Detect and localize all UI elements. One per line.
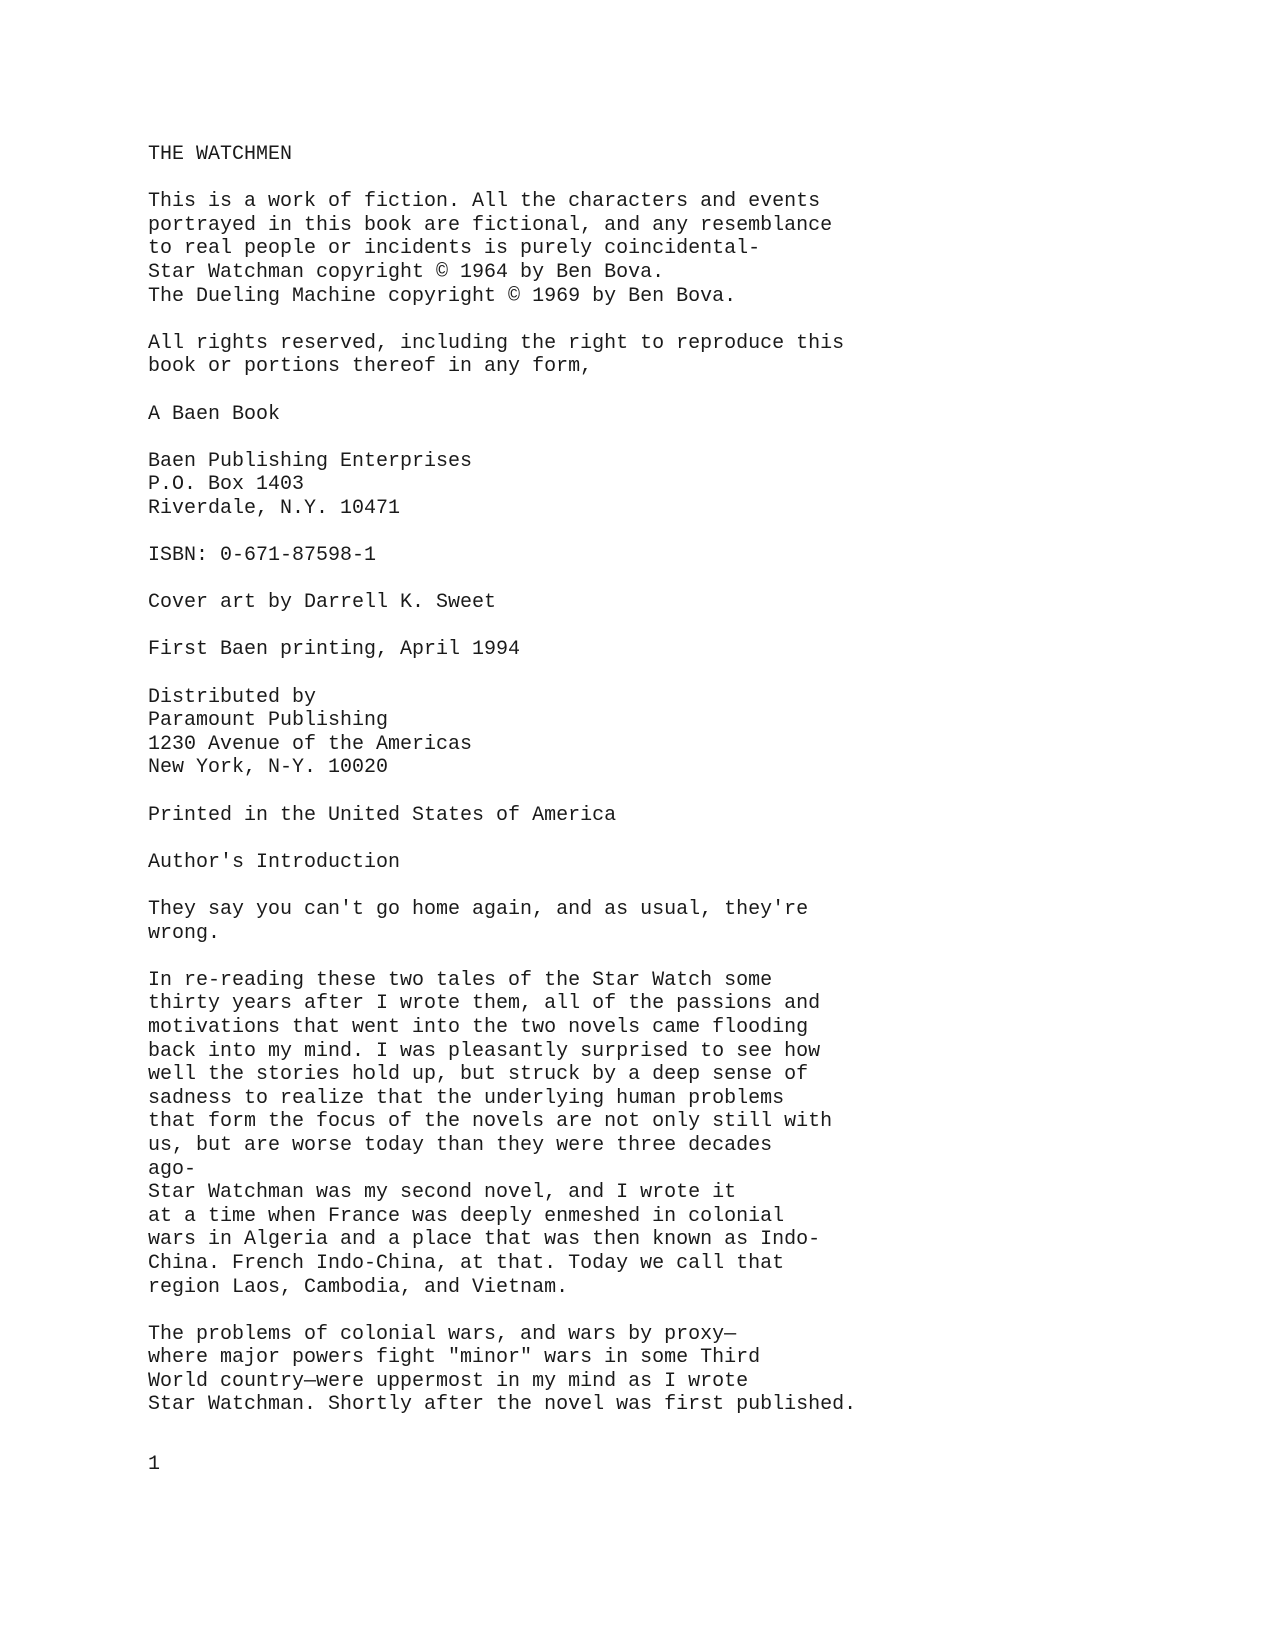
address-line: Riverdale, N.Y. 10471 [148,496,401,520]
printed-in-line: Printed in the United States of America [148,803,617,827]
book-title-block [148,143,1228,167]
paragraph-line: motivations that went into the two novels came flooding [148,1015,809,1039]
address-line: P.O. Box 1403 [148,473,305,497]
rights-line: All rights reserved, including the right to reproduce this [148,331,845,355]
page-number: 1 [148,1453,161,1476]
intro-paragraph [148,1323,1228,1417]
distribution-line: Paramount Publishing [148,709,389,733]
paragraph-line: region Laos, Cambodia, and Vietnam. [148,1275,569,1299]
publisher-address [148,450,1228,521]
distribution-line: New York, N-Y. 10020 [148,756,389,780]
paragraph-line: In re-reading these two tales of the Star Watch some [148,968,773,992]
paragraph-line: wars in Algeria and a place that was then known as Indo- [148,1228,821,1252]
paragraph-line: where major powers fight "minor" wars in some Third [148,1346,761,1370]
copyright-line: The Dueling Machine copyright © 1969 by Ben Bova. [148,284,737,308]
paragraph-line: wrong. [148,921,221,945]
paragraph-line: sadness to realize that the underlying human problems [148,1086,785,1110]
paragraph-line: They say you can't go home again, and as usual, they're [148,898,809,921]
rights-notice [148,332,1228,379]
address-line: Baen Publishing Enterprises [148,449,473,473]
paragraph-line: that form the focus of the novels are not only still with [148,1110,833,1134]
imprint-line: A Baen Book [148,402,281,426]
paragraph-line: back into my mind. I was pleasantly surprised to see how [148,1039,821,1063]
intro-paragraph [148,898,1228,945]
copyright-line: portrayed in this book are fictional, and any resemblance [148,213,833,237]
cover-art-block [148,591,1228,615]
distribution-block [148,686,1228,780]
paragraph-line: us, but are worse today than they were three decades [148,1133,773,1157]
paragraph-line: The problems of colonial wars, and wars by proxy— [148,1322,737,1346]
copyright-notice [148,190,1228,308]
paragraph-line: Star Watchman was my second novel, and I wrote it [148,1181,737,1205]
paragraph-line: thirty years after I wrote them, all of the passions and [148,992,821,1016]
copyright-line: Star Watchman copyright © 1964 by Ben Bova. [148,260,665,284]
intro-heading: Author's Introduction [148,850,401,874]
paragraph-line: ago- [148,1157,197,1181]
printing-block [148,638,1228,662]
paragraph-line: Star Watchman. Shortly after the novel was first published. [148,1393,857,1417]
rights-line: book or portions thereof in any form, [148,355,593,379]
printing-line: First Baen printing, April 1994 [148,638,521,662]
isbn-line: ISBN: 0-671-87598-1 [148,544,377,568]
book-title: THE WATCHMEN [148,143,293,166]
copyright-line: to real people or incidents is purely coincidental- [148,237,761,261]
intro-heading-block [148,851,1228,875]
intro-paragraph [148,969,1228,1299]
paragraph-line: well the stories hold up, but struck by a deep sense of [148,1063,809,1087]
distribution-line: 1230 Avenue of the Americas [148,732,473,756]
paragraph-line: at a time when France was deeply enmeshed in colonial [148,1204,785,1228]
printed-in-block [148,804,1228,828]
copyright-line: This is a work of fiction. All the characters and events [148,190,821,214]
distribution-line: Distributed by [148,685,317,709]
imprint-block [148,403,1228,427]
cover-art-line: Cover art by Darrell K. Sweet [148,591,497,615]
isbn-block [148,544,1228,568]
document-page [148,143,1228,1441]
paragraph-line: World country—were uppermost in my mind as I wrote [148,1369,749,1393]
paragraph-line: China. French Indo-China, at that. Today we call that [148,1251,785,1275]
